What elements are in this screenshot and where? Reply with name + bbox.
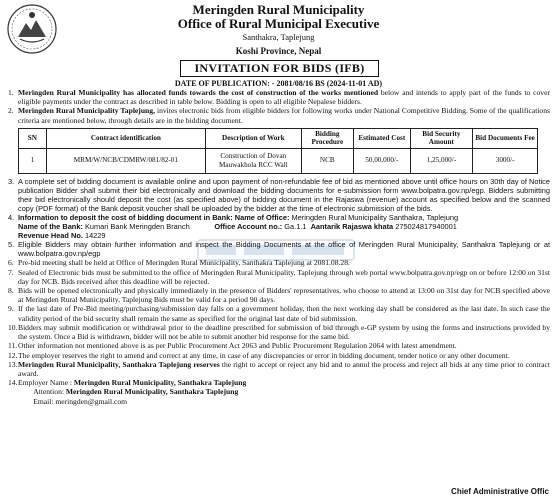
col-sn: SN — [19, 128, 47, 148]
clause-12: 12. The employer reserves the right to amend and correct at any time, in case of any discrepancies or error in bidding document, tender notice or any other document. — [8, 350, 510, 360]
clause-2: 2. Meringden Rural Municipality Taplejung, invites electronic bids from eligible bidders for following works under National Competitive Bidding. Some of the qualifications criteria are mentioned below, through details are in the bidding document. — [8, 106, 550, 125]
col-doc-fee: Bid Documents Fee — [473, 128, 538, 148]
clause-6: 6. Pre-bid meeting shall be held at Office of Meringden Rural Municipality, Santhakra Taplejung at 2081.08.28. — [8, 258, 350, 268]
clause-9: 9. If the last date of Pre-Bid meeting/purchasing/submission day falls on a government holiday, then the next working day shall be considered as the last date. In such case the validity period of the bid security shall remain the same as specified for the original last date of bid submission. — [8, 304, 550, 323]
clause-8: 8. Bids will be opened electronically and physically immediately in the presence of Bidders' representatives, who choose to attend at 13:00 on 31st day for NCB specified above at Meringden Rural Municipality, Taplejung Bids must be valid for a period 90 days. — [8, 286, 550, 305]
bid-table-header-row — [19, 128, 538, 148]
clause-14: 14. Employer Name : Meringden Rural Municipality, Santhakra Taplejung Attention: Meringden Rural Municipality, Santhakra Taplejung Email: meringden@gmail.com — [8, 378, 247, 406]
clause-10: 10. Bidders may submit modification or withdrawal prior to the deadline prescribed for submission of bid through e-GP system by using the forms and instructions provided by the system. Once a Bid is withdrawn, bidder will not be able to submit another bid response for the same bid. — [8, 322, 550, 342]
bid-table — [18, 128, 538, 174]
cell-sn: 1 — [19, 148, 47, 173]
clause-4: 4. Information to deposit the cost of bidding document in Bank: Name of Office: Meringden Rural Municipality Santhakra, Taplejung Name of the Bank: Kumari Bank Meringden Branch Office Account no.: Ga.1.1 Aantarik Rajaswa khata 275024817940001 Revenue Head No. 14229 — [8, 213, 459, 241]
office-location: Santhakra, Taplejung — [242, 32, 315, 42]
province: Koshi Province, Nepal — [235, 46, 322, 56]
clause-3: 3. A complete set of bidding document is available online and upon payment of non-refundable fee of bid as mentioned above until office hours on 30th day of Notice publication Bidder shall submit their bid electronically and download the bidding documents for e-submission form www.bolpatra.gov.np/egp. Bidders submitting their bid electronically should deposit the cost (as specified above) of bidding document in the Rajaswa (revenue) account as specified below and the scanned copy (PDF format) of the Bank deposit voucher shall be uploaded by the bidder at the time of electronic submission of the bids. — [8, 176, 550, 213]
clause-5: 5. Eligible Bidders may obtain further information and inspect the Bidding Documents at the office of Meringden Rural Municipality, Santhakra Taplejung or at www.bolpatra.gov.np/egp — [8, 240, 550, 259]
clause-7: 7. Sealed of Electronic bids must be submitted to the office of Meringden Rural Municipality, Taplejung through web portal www.bolpatra.gov.np/egp on or before 12:00 on 31st day for NCB. Bids received after this deadline will be rejected. — [8, 267, 550, 286]
cell-estimated-cost: 50,00,000/- — [354, 148, 411, 173]
col-estimated-cost: Estimated Cost — [354, 128, 411, 148]
col-description: Description of Work — [206, 128, 302, 148]
cell-description: Construction of Dovan Mauwakhola RCC Wall — [206, 148, 302, 173]
col-bid-security: Bid Security Amount — [410, 128, 473, 148]
clause-11: 11. Other information not mentioned above is as per Public Procurement Act 2063 and Public Procurement Regulation 2064 with latest amendment. — [8, 341, 457, 351]
table-row — [19, 148, 538, 173]
clause-13: 13. Meringden Rural Municipality, Santhakra Taplejung reserves the right to accept or reject any bid and to annul the process and reject all bids at any time prior to contract award. — [8, 359, 550, 378]
cell-procedure: NCB — [301, 148, 353, 173]
clause-1: 1. Meringden Rural Municipality has allocated funds towards the cost of construction of the works mentioned below and intends to apply part of the funds to cover eligible payments under the contract as described in table below. Bidding is open to all eligible Nepalese bidders. — [8, 88, 551, 107]
employer-email: Email: meringden@gmail.com — [33, 396, 128, 406]
cell-bid-security: 1,25,000/- — [410, 148, 473, 173]
col-contract-id: Contract identification — [46, 128, 205, 148]
cell-doc-fee: 3000/- — [473, 148, 538, 173]
signature-line: Chief Administrative Offic — [451, 487, 549, 496]
publication-date: DATE OF PUBLICATION: - 2081/08/16 BS (2024-11-01 AD) — [174, 79, 383, 88]
municipality-name: Meringden Rural Municipality — [192, 2, 365, 17]
notice-body — [8, 88, 550, 406]
notice-title: INVITATION FOR BIDS (IFB) — [180, 60, 379, 77]
col-procedure: Bidding Procedure — [301, 128, 353, 148]
cell-contract-id: MRM/W/NCB/CDMRW/081/82-01 — [46, 148, 205, 173]
office-name: Office of Rural Municipal Executive — [177, 16, 380, 31]
